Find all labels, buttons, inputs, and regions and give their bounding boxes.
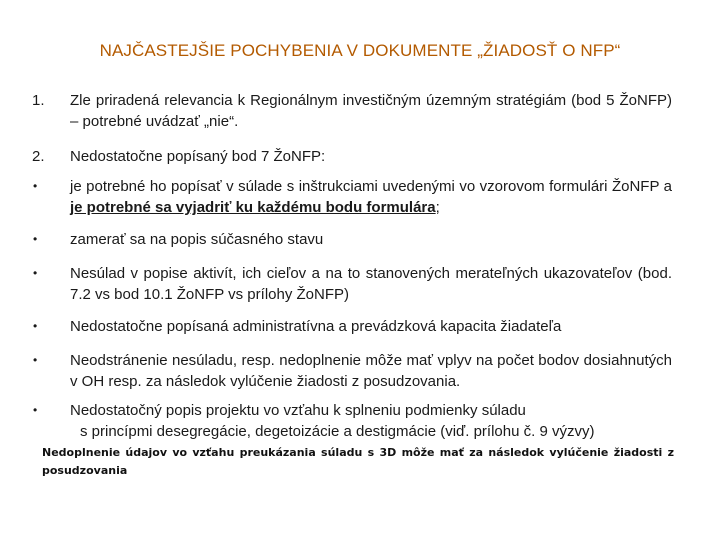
bullet-text: [70, 176, 672, 218]
bullet-text: Nesúlad v popise aktivít, ich cieľov a na to stanovených merateľných ukazovateľov (bod. 7.2 vs bod 10.1 ŽoNFP vs prílohy ŽoNFP): [70, 265, 672, 303]
bullet-icon: •: [33, 353, 38, 367]
numbered-item-1: [32, 90, 672, 132]
bullet-item-6: [32, 400, 672, 442]
bullet-item-5: [32, 350, 672, 392]
bullet-item-4: [32, 316, 672, 337]
bullet-text: Nedostatočne popísaná administratívna a prevádzková kapacita žiadateľa: [70, 318, 562, 335]
item-text: Nedostatočne popísaný bod 7 ŽoNFP:: [70, 148, 326, 165]
bullet-text: [70, 400, 672, 442]
bullet-item-2: [32, 229, 672, 250]
bullet-icon: •: [33, 403, 38, 417]
bullet-item-3: [32, 263, 672, 305]
bullet-icon: •: [33, 179, 38, 193]
bullet-icon: •: [33, 266, 38, 280]
page-title: NAJČASTEJŠIE POCHYBENIA V DOKUMENTE „ŽIADOSŤ O NFP“: [99, 41, 621, 60]
item-number: 1.: [32, 92, 45, 109]
item-text: Zle priradená relevancia k Regionálnym investičným územným stratégiám (bod 5 ŽoNFP) – potrebné uvádzať „nie“.: [70, 92, 672, 130]
item-number: 2.: [32, 148, 45, 165]
bullet-text: Neodstránenie nesúladu, resp. nedoplnenie môže mať vplyv na počet bodov dosiahnutých v OH resp. za následok vylúčenie žiadosti z posudzovania.: [70, 352, 672, 390]
bullet-item-1: [32, 176, 672, 218]
bullet-text-emphasis: je potrebné sa vyjadriť ku každému bodu formulára: [70, 199, 436, 216]
numbered-item-2: [32, 146, 672, 167]
bullet-text-line-1: Nedostatočný popis projektu vo vzťahu k splneniu podmienky súladu: [70, 402, 526, 419]
bullet-icon: •: [33, 319, 38, 333]
bullet-text-start: je potrebné ho popísať v súlade s inštrukciami uvedenými vo vzorovom formulári ŽoNFP a: [70, 178, 672, 195]
bullet-text-line-2: s princípmi desegregácie, degetoizácie a destigmácie (viď. prílohu č. 9 výzvy): [80, 423, 595, 440]
bullet-text: zamerať sa na popis súčasného stavu: [70, 231, 324, 248]
bullet-text-end: ;: [435, 199, 440, 216]
footnote-warning: Nedoplnenie údajov vo vzťahu preukázania súladu s 3D môže mať za následok vylúčenie žiadosti z posudzovania: [42, 446, 674, 477]
bullet-icon: •: [33, 232, 38, 246]
